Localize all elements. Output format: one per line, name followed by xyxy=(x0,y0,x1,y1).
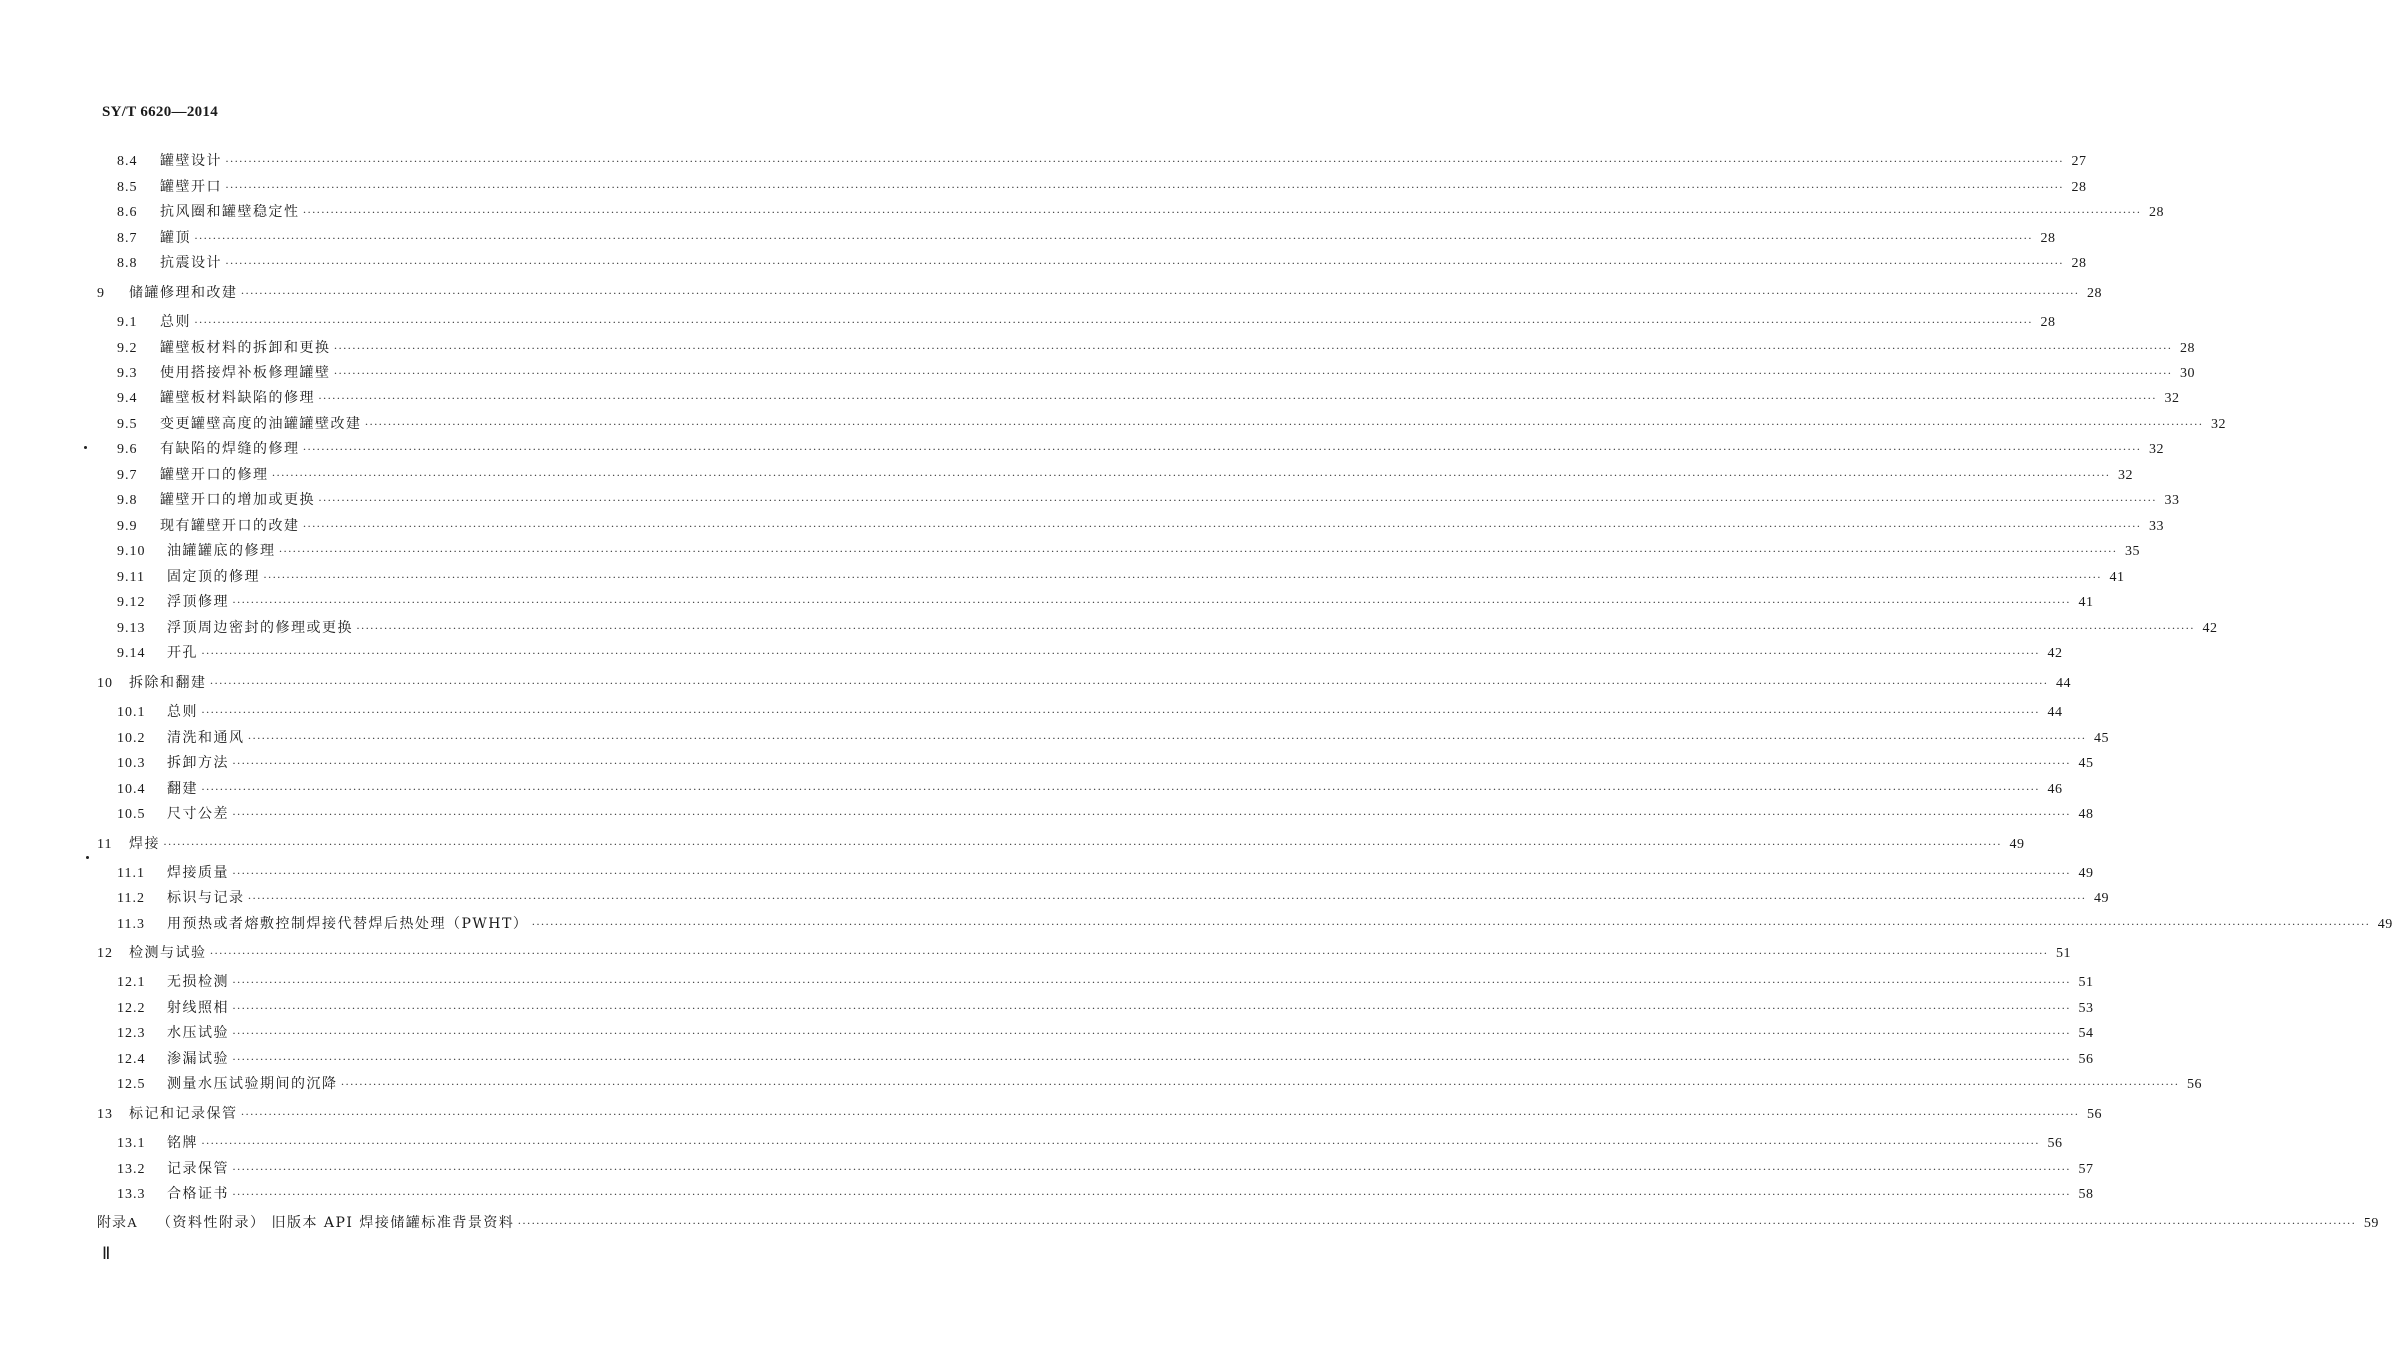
toc-entry-number: 12.1 xyxy=(117,975,146,990)
toc-entry-page: 27 xyxy=(2071,154,2087,169)
toc-entry-page: 49 xyxy=(2009,837,2025,852)
toc-entry-number: 9.8 xyxy=(117,493,138,508)
toc-entry-title: 拆除和翻建 xyxy=(129,675,207,691)
toc-entry-title: 抗风圈和罐壁稳定性 xyxy=(160,204,300,220)
toc-entry-number: 13.1 xyxy=(117,1136,146,1151)
toc-leader-dots: ················································································································································································································································································································································································································ xyxy=(201,1136,2040,1150)
toc-leader-dots: ················································································································································································································································································································································································································ xyxy=(225,180,2064,194)
toc-entry[interactable] xyxy=(117,491,2180,510)
toc-entry-page: 51 xyxy=(2055,946,2071,961)
toc-entry-title: 焊接 xyxy=(129,836,160,852)
toc-entry-title: 翻建 xyxy=(167,781,198,797)
toc-entry-title: 铭牌 xyxy=(167,1135,198,1151)
toc-entry-title: 变更罐壁高度的油罐罐壁改建 xyxy=(160,416,362,432)
toc-leader-dots: ················································································································································································································································································································································································································ xyxy=(194,315,2033,329)
toc-leader-dots: ················································································································································································································································································································································································································ xyxy=(247,731,2086,745)
toc-leader-dots: ················································································································································································································································································································································································································ xyxy=(201,705,2040,719)
toc-entry[interactable] xyxy=(117,644,2063,663)
toc-entry-title: 记录保管 xyxy=(167,1161,229,1177)
toc-leader-dots: ················································································································································································································································································································································································································ xyxy=(232,1187,2071,1201)
toc-entry-number: 10.2 xyxy=(117,731,146,746)
toc-entry[interactable] xyxy=(117,1050,2094,1069)
toc-entry[interactable] xyxy=(117,1134,2063,1153)
toc-entry-number: 9.6 xyxy=(117,442,138,457)
toc-entry-page: 49 xyxy=(2078,866,2094,881)
toc-entry-number: 9.12 xyxy=(117,595,146,610)
toc-entry[interactable] xyxy=(117,415,2226,434)
toc-entry-title: 现有罐壁开口的改建 xyxy=(160,518,300,534)
toc-leader-dots: ················································································································································································································································································································································································································ xyxy=(232,756,2071,770)
scan-speck xyxy=(84,446,87,449)
toc-entry[interactable] xyxy=(117,229,2056,248)
toc-entry-page: 56 xyxy=(2047,1136,2063,1151)
toc-entry-number: 10.5 xyxy=(117,807,146,822)
toc-entry-page: 56 xyxy=(2186,1077,2202,1092)
toc-entry-page: 30 xyxy=(2179,366,2195,381)
toc-entry-title: 浮顶修理 xyxy=(167,594,229,610)
toc-entry-number: 11.2 xyxy=(117,891,145,906)
toc-entry-page: 45 xyxy=(2078,756,2094,771)
toc-entry-page: 28 xyxy=(2071,180,2087,195)
toc-entry-number: 8.6 xyxy=(117,205,138,220)
toc-entry-title: 抗震设计 xyxy=(160,255,222,271)
toc-entry-page: 54 xyxy=(2078,1026,2094,1041)
toc-leader-dots: ················································································································································································································································································································································································································ xyxy=(318,391,2157,405)
toc-entry-number: 8.4 xyxy=(117,154,138,169)
toc-entry-title: （资料性附录） 旧版本 API 焊接储罐标准背景资料 xyxy=(157,1215,515,1231)
toc-entry-title: 使用搭接焊补板修理罐壁 xyxy=(160,365,331,381)
toc-leader-dots: ················································································································································································································································································································································································································ xyxy=(318,493,2157,507)
toc-entry[interactable] xyxy=(117,313,2056,332)
toc-entry-page: 49 xyxy=(2377,917,2393,932)
document-code: SY/T 6620—2014 xyxy=(102,104,219,120)
toc-entry[interactable] xyxy=(117,542,2140,561)
toc-entry[interactable] xyxy=(117,339,2195,358)
toc-entry-title: 罐顶 xyxy=(160,230,191,246)
toc-entry-page: 42 xyxy=(2047,646,2063,661)
toc-entry-page: 48 xyxy=(2078,807,2094,822)
toc-entry-title: 储罐修理和改建 xyxy=(129,285,238,301)
toc-entry-page: 53 xyxy=(2078,1001,2094,1016)
toc-entry-number: 10 xyxy=(97,676,113,691)
toc-entry[interactable] xyxy=(117,517,2164,536)
toc-entry-number: 9.4 xyxy=(117,391,138,406)
toc-entry-page: 44 xyxy=(2055,676,2071,691)
toc-entry-title: 总则 xyxy=(167,704,198,720)
toc-entry-title: 无损检测 xyxy=(167,974,229,990)
toc-entry-title: 总则 xyxy=(160,314,191,330)
toc-leader-dots: ················································································································································································································································································································································································································ xyxy=(209,946,2048,960)
toc-entry[interactable] xyxy=(117,203,2164,222)
toc-entry[interactable] xyxy=(117,568,2125,587)
toc-entry-title: 罐壁设计 xyxy=(160,153,222,169)
toc-leader-dots: ················································································································································································································································································································································································································ xyxy=(263,570,2102,584)
toc-entry-page: 41 xyxy=(2109,570,2125,585)
toc-entry-page: 46 xyxy=(2047,782,2063,797)
toc-entry-title: 油罐罐底的修理 xyxy=(167,543,276,559)
toc-entry-page: 44 xyxy=(2047,705,2063,720)
toc-entry-number: 12.5 xyxy=(117,1077,146,1092)
toc-entry-number: 10.1 xyxy=(117,705,146,720)
toc-entry-title: 浮顶周边密封的修理或更换 xyxy=(167,620,353,636)
toc-leader-dots: ················································································································································································································································································································································································································ xyxy=(271,468,2110,482)
scan-speck xyxy=(86,856,89,859)
toc-leader-dots: ················································································································································································································································································································································································································ xyxy=(232,975,2071,989)
toc-entry[interactable] xyxy=(117,254,2087,273)
toc-entry-title: 开孔 xyxy=(167,645,198,661)
toc-entry-number: 10.3 xyxy=(117,756,146,771)
toc-entry[interactable] xyxy=(117,999,2094,1018)
toc-leader-dots: ················································································································································································································································································································································································································ xyxy=(356,621,2195,635)
toc-entry-page: 32 xyxy=(2148,442,2164,457)
toc-entry-number: 9.10 xyxy=(117,544,146,559)
toc-entry[interactable] xyxy=(117,364,2195,383)
toc-leader-dots: ················································································································································································································································································································································································································ xyxy=(333,366,2172,380)
toc-entry-title: 罐壁板材料的拆卸和更换 xyxy=(160,340,331,356)
toc-entry-page: 59 xyxy=(2363,1216,2379,1231)
toc-entry-number: 8.8 xyxy=(117,256,138,271)
toc-leader-dots: ················································································································································································································································································································································································································ xyxy=(232,1001,2071,1015)
toc-entry-number: 8.7 xyxy=(117,231,138,246)
toc-entry-page: 28 xyxy=(2040,231,2056,246)
toc-entry-title: 测量水压试验期间的沉降 xyxy=(167,1076,338,1092)
toc-entry-page: 45 xyxy=(2093,731,2109,746)
toc-entry-page: 28 xyxy=(2040,315,2056,330)
toc-entry[interactable] xyxy=(117,619,2218,638)
toc-leader-dots: ················································································································································································································································································································································································································ xyxy=(225,256,2064,270)
toc-entry[interactable] xyxy=(117,593,2094,612)
toc-entry-title: 焊接质量 xyxy=(167,865,229,881)
toc-entry-number: 11 xyxy=(97,837,113,852)
toc-entry-page: 58 xyxy=(2078,1187,2094,1202)
toc-entry-page: 42 xyxy=(2202,621,2218,636)
toc-entry-title: 检测与试验 xyxy=(129,945,207,961)
toc-entry-number: 12 xyxy=(97,946,113,961)
toc-leader-dots: ················································································································································································································································································································································································································ xyxy=(517,1216,2356,1230)
toc-entry-page: 51 xyxy=(2078,975,2094,990)
toc-entry-number: 8.5 xyxy=(117,180,138,195)
toc-entry-title: 有缺陷的焊缝的修理 xyxy=(160,441,300,457)
toc-entry-page: 49 xyxy=(2093,891,2109,906)
toc-entry[interactable] xyxy=(97,944,2071,963)
toc-leader-dots: ················································································································································································································································································································································································································ xyxy=(333,341,2172,355)
toc-entry-number: 9.9 xyxy=(117,519,138,534)
toc-entry-page: 35 xyxy=(2124,544,2140,559)
toc-leader-dots: ················································································································································································································································································································································································································ xyxy=(201,782,2040,796)
toc-leader-dots: ················································································································································································································································································································································································································ xyxy=(209,676,2048,690)
toc-entry-title: 标识与记录 xyxy=(167,890,245,906)
toc-entry[interactable] xyxy=(97,284,2102,303)
toc-entry[interactable] xyxy=(117,466,2133,485)
toc-entry-number: 9.7 xyxy=(117,468,138,483)
toc-entry-number: 9.5 xyxy=(117,417,138,432)
toc-entry-number: 9.2 xyxy=(117,341,138,356)
toc-entry-number: 9.11 xyxy=(117,570,145,585)
toc-entry-page: 28 xyxy=(2179,341,2195,356)
toc-entry[interactable] xyxy=(117,389,2180,408)
toc-leader-dots: ················································································································································································································································································································································································································ xyxy=(225,154,2064,168)
toc-entry-number: 12.3 xyxy=(117,1026,146,1041)
toc-entry-number: 10.4 xyxy=(117,782,146,797)
toc-entry[interactable] xyxy=(97,674,2071,693)
toc-entry-title: 罐壁开口的修理 xyxy=(160,467,269,483)
toc-leader-dots: ················································································································································································································································································································································································································ xyxy=(364,417,2203,431)
toc-entry-title: 拆卸方法 xyxy=(167,755,229,771)
toc-leader-dots: ················································································································································································································································································································································································································ xyxy=(232,866,2071,880)
toc-entry-number: 9.13 xyxy=(117,621,146,636)
toc-entry-number: 9.14 xyxy=(117,646,146,661)
toc-entry-title: 射线照相 xyxy=(167,1000,229,1016)
toc-entry[interactable] xyxy=(117,754,2094,773)
toc-leader-dots: ················································································································································································································································································································································································································ xyxy=(201,646,2040,660)
toc-entry-page: 28 xyxy=(2148,205,2164,220)
toc-leader-dots: ················································································································································································································································································································································································································ xyxy=(340,1077,2179,1091)
toc-entry[interactable] xyxy=(97,1214,2379,1233)
toc-entry-page: 28 xyxy=(2071,256,2087,271)
toc-entry-number: 11.1 xyxy=(117,866,145,881)
toc-entry[interactable] xyxy=(117,915,2393,934)
toc-entry-title: 尺寸公差 xyxy=(167,806,229,822)
toc-entry[interactable] xyxy=(117,1185,2094,1204)
toc-entry-title: 渗漏试验 xyxy=(167,1051,229,1067)
toc-entry-number: 13.2 xyxy=(117,1162,146,1177)
toc-entry-title: 清洗和通风 xyxy=(167,730,245,746)
toc-entry[interactable] xyxy=(117,805,2094,824)
toc-entry[interactable] xyxy=(117,889,2109,908)
toc-leader-dots: ················································································································································································································································································································································································································ xyxy=(247,891,2086,905)
toc-entry-title: 合格证书 xyxy=(167,1186,229,1202)
toc-leader-dots: ················································································································································································································································································································································································································ xyxy=(232,1162,2071,1176)
toc-entry[interactable] xyxy=(117,152,2087,171)
toc-entry-number: 9.3 xyxy=(117,366,138,381)
toc-entry-page: 33 xyxy=(2148,519,2164,534)
toc-entry[interactable] xyxy=(117,864,2094,883)
toc-leader-dots: ················································································································································································································································································································································································································ xyxy=(232,1052,2071,1066)
toc-entry-page: 28 xyxy=(2086,286,2102,301)
toc-entry-number: 13 xyxy=(97,1107,113,1122)
toc-leader-dots: ················································································································································································································································································································································································································ xyxy=(232,595,2071,609)
toc-leader-dots: ················································································································································································································································································································································································································ xyxy=(232,1026,2071,1040)
toc-entry-number: 9.1 xyxy=(117,315,138,330)
toc-entry-page: 32 xyxy=(2117,468,2133,483)
toc-leader-dots: ················································································································································································································································································································································································································ xyxy=(240,1107,2079,1121)
toc-entry-page: 56 xyxy=(2086,1107,2102,1122)
toc-entry[interactable] xyxy=(117,729,2109,748)
toc-entry[interactable] xyxy=(117,973,2094,992)
toc-entry-page: 32 xyxy=(2210,417,2226,432)
toc-entry-page: 33 xyxy=(2164,493,2180,508)
toc-leader-dots: ················································································································································································································································································································································································································ xyxy=(240,286,2079,300)
toc-entry-title: 用预热或者熔敷控制焊接代替焊后热处理（PWHT） xyxy=(167,916,529,932)
toc-entry-number: 附录A xyxy=(97,1216,139,1231)
toc-entry-title: 水压试验 xyxy=(167,1025,229,1041)
toc-entry-title: 固定顶的修理 xyxy=(167,569,260,585)
toc-entry-number: 13.3 xyxy=(117,1187,146,1202)
toc-entry-number: 11.3 xyxy=(117,917,145,932)
toc-entry[interactable] xyxy=(117,780,2063,799)
toc-entry-title: 罐壁板材料缺陷的修理 xyxy=(160,390,315,406)
toc-entry[interactable] xyxy=(97,835,2025,854)
toc-entry[interactable] xyxy=(117,1160,2094,1179)
toc-leader-dots: ················································································································································································································································································································································································································ xyxy=(194,231,2033,245)
toc-entry[interactable] xyxy=(117,1075,2202,1094)
toc-leader-dots: ················································································································································································································································································································································································································ xyxy=(232,807,2071,821)
toc-leader-dots: ················································································································································································································································································································································································································ xyxy=(302,519,2141,533)
toc-leader-dots: ················································································································································································································································································································································································································ xyxy=(163,837,2002,851)
toc-entry-number: 9 xyxy=(97,286,105,301)
toc-entry-page: 56 xyxy=(2078,1052,2094,1067)
toc-entry-number: 12.2 xyxy=(117,1001,146,1016)
toc-entry-number: 12.4 xyxy=(117,1052,146,1067)
toc-entry-page: 32 xyxy=(2164,391,2180,406)
toc-entry[interactable] xyxy=(117,440,2164,459)
toc-entry[interactable] xyxy=(97,1105,2102,1124)
toc-leader-dots: ················································································································································································································································································································································································································ xyxy=(302,205,2141,219)
toc-entry[interactable] xyxy=(117,1024,2094,1043)
toc-entry-page: 57 xyxy=(2078,1162,2094,1177)
toc-entry-title: 罐壁开口的增加或更换 xyxy=(160,492,315,508)
toc-leader-dots: ················································································································································································································································································································································································································ xyxy=(302,442,2141,456)
toc-entry-title: 罐壁开口 xyxy=(160,179,222,195)
toc-entry[interactable] xyxy=(117,703,2063,722)
toc-entry-title: 标记和记录保管 xyxy=(129,1106,238,1122)
toc-leader-dots: ················································································································································································································································································································································································································ xyxy=(278,544,2117,558)
toc-leader-dots: ················································································································································································································································································································································································································ xyxy=(531,917,2370,931)
page-number: Ⅱ xyxy=(102,1244,111,1263)
toc-entry-page: 41 xyxy=(2078,595,2094,610)
toc-entry[interactable] xyxy=(117,178,2087,197)
